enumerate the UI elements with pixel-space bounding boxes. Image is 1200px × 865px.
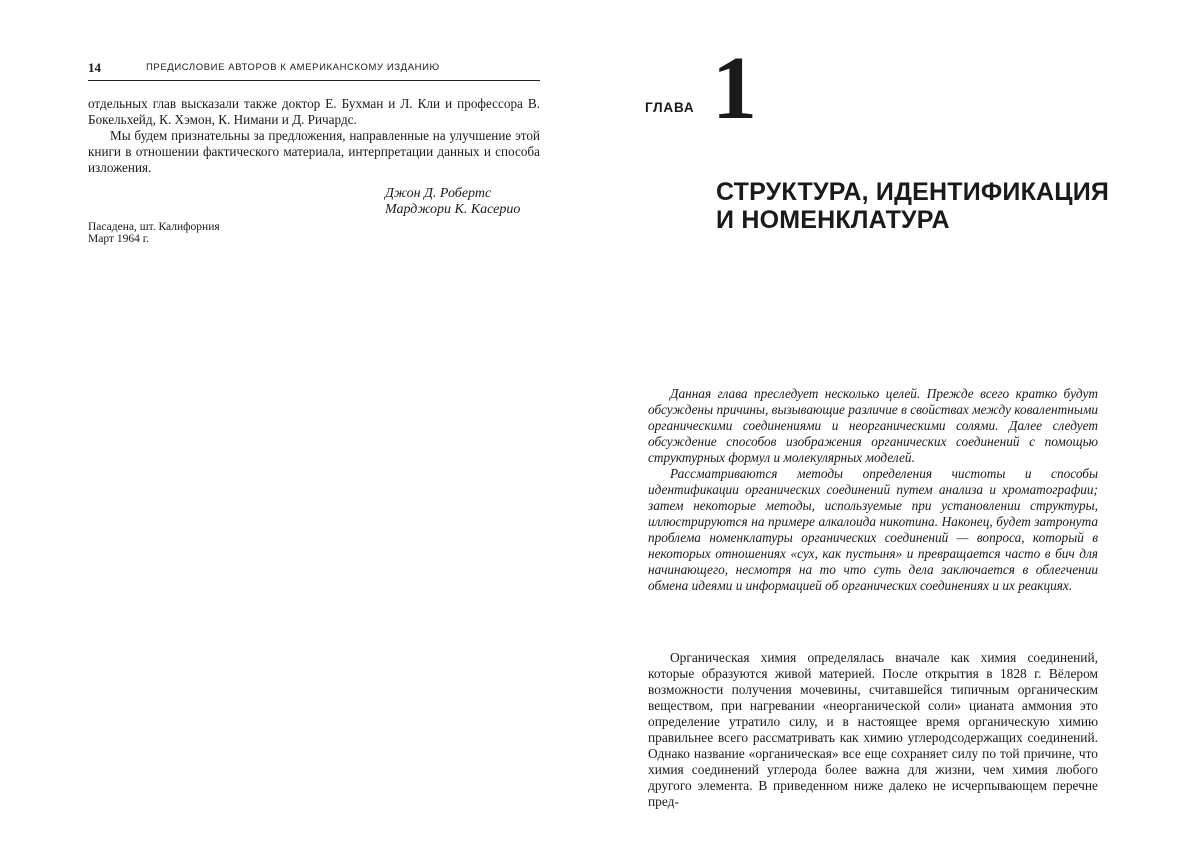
chapter-label: ГЛАВА [645, 100, 695, 115]
preface-text [88, 96, 540, 176]
body-paragraph: Органическая химия определялась вначале как химия соединений, которые образуются живой материей. После открытия в 1828 г. Вёлером возможности получения мочевины, считавшейся типичным органическим веществом, при нагревании «неорганической соли» цианата аммония это определение утратило силу, и в настоящее время органическую химию правильнее всего рассматривать как химию углеродсодержащих соединений. Однако название «органическая» все еще сохраняет силу по той причине, что химия соединений углерода более важна для жизни, чем химия любого другого элемента. В приведенном ниже далеко не исчерпывающем перечне пред- [648, 650, 1098, 809]
page-number: 14 [88, 60, 101, 75]
abstract-paragraph-1: Данная глава преследует несколько целей. Прежде всего кратко будут обсуждены причины, вызывающие различие в свойствах между ковалентными органическими соединениями и неорганическими солями. Далее следует обсуждение способов изображения органических соединений с помощью структурных формул и молекулярных моделей. [648, 386, 1098, 465]
chapter-title-line-2: И НОМЕНКЛАТУРА [716, 206, 950, 234]
place-date [88, 221, 348, 245]
chapter-body [648, 650, 1098, 810]
chapter-abstract [648, 386, 1098, 594]
authors-signature [385, 186, 545, 218]
date: Март 1964 г. [88, 233, 149, 245]
chapter-number: 1 [712, 39, 757, 138]
author-2: Марджори К. Касерио [385, 202, 521, 217]
place: Пасадена, шт. Калифорния [88, 221, 220, 233]
chapter-title-line-1: СТРУКТУРА, ИДЕНТИФИКАЦИЯ [716, 178, 1110, 206]
preface-paragraph-2: Мы будем признательны за предложения, направленные на улучшение этой книги в отношении фактического материала, интерпретации данных и способа изложения. [88, 128, 540, 175]
chapter-title [716, 178, 1136, 234]
running-head-title: ПРЕДИСЛОВИЕ АВТОРОВ К АМЕРИКАНСКОМУ ИЗДАНИЮ [146, 62, 440, 73]
running-head [88, 60, 540, 81]
abstract-paragraph-2: Рассматриваются методы определения чистоты и способы идентификации органических соединений путем анализа и хроматографии; затем некоторые методы, используемые при установлении структуры, иллюстрируются на примере алкалоида никотина. Наконец, будет затронута проблема номенклатуры органических соединений — вопроса, который в некоторых отношениях «сух, как пустыня» и превращается часто в бич для начинающего, несмотря на то что суть дела заключается в облегчении обмена идеями и информацией об органических соединениях и их реакциях. [648, 466, 1098, 593]
preface-paragraph-1: отдельных глав высказали также доктор Е. Бухман и Л. Кли и профессора В. Бокельхейд, К. Хэмон, К. Нимани и Д. Ричардс. [88, 96, 540, 127]
author-1: Джон Д. Робертс [385, 186, 492, 201]
